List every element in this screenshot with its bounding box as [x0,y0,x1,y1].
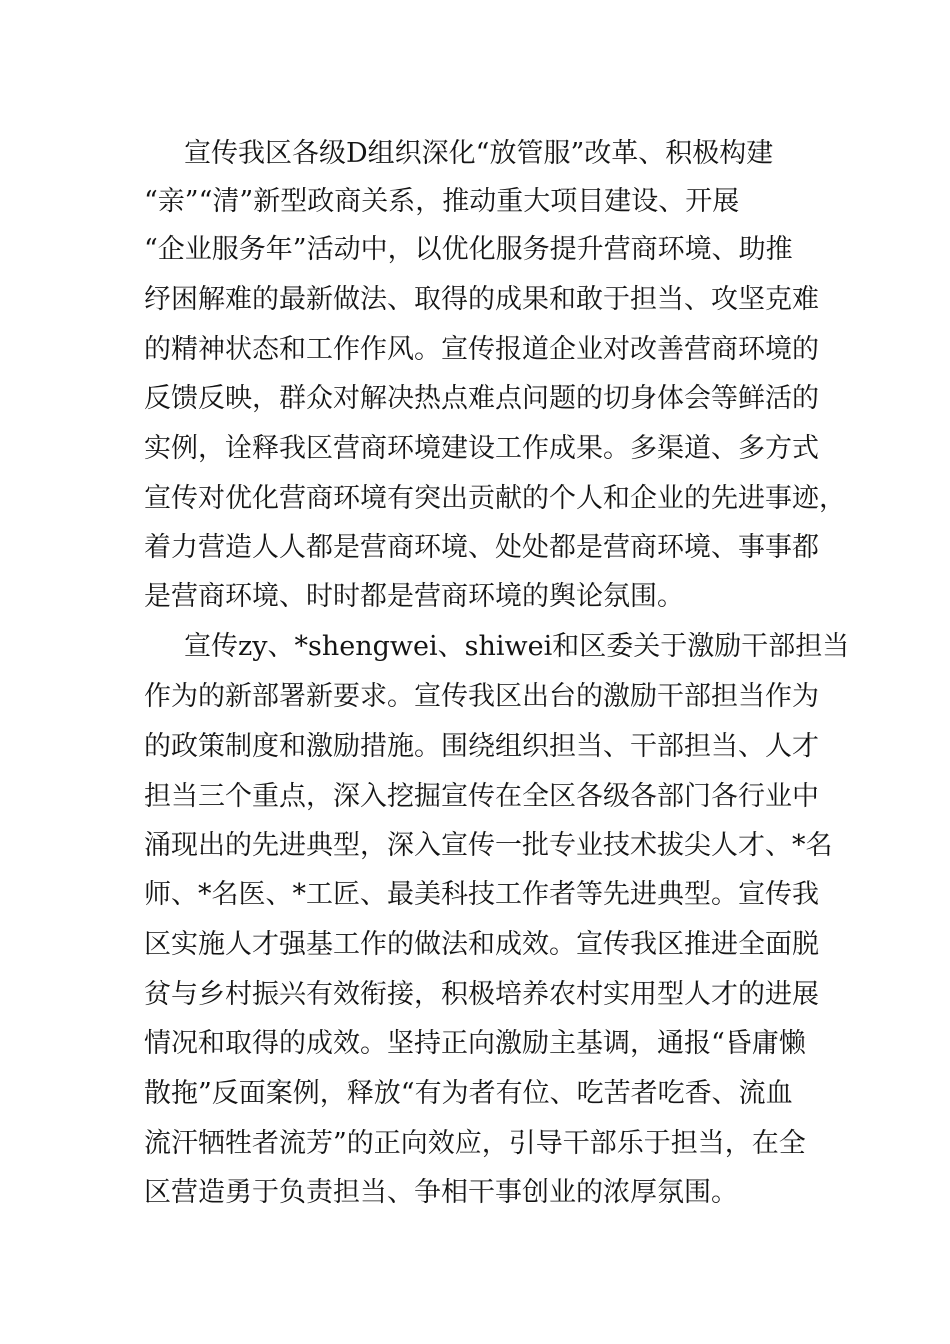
text-line: 着力营造人人都是营商环境、处处都是营商环境、事事都 [144,532,819,563]
text-line: 区实施人才强基工作的做法和成效。宣传我区推进全面脱 [144,929,819,960]
text-line: 散拖”反面案例，释放“有为者有位、吃苦者吃香、流血 [144,1078,793,1109]
text-line: 宣传zy、*shengwei、shiwei和区委关于激励干部担当 [184,631,850,662]
text-line: 实例，诠释我区营商环境建设工作成果。多渠道、多方式 [144,433,819,464]
text-line: 流汗牺牲者流芳”的正向效应，引导干部乐于担当，在全 [144,1128,806,1159]
text-line: 情况和取得的成效。坚持正向激励主基调，通报“昏庸懒 [144,1028,806,1059]
text-line: 纾困解难的最新做法、取得的成果和敢于担当、攻坚克难 [144,284,819,315]
text-line: 的政策制度和激励措施。围绕组织担当、干部担当、人才 [144,731,819,762]
text-line: 宣传对优化营商环境有突出贡献的个人和企业的先进事迹， [144,483,846,514]
text-line: 贫与乡村振兴有效衔接，积极培养农村实用型人才的进展 [144,979,819,1010]
text-line: “企业服务年”活动中，以优化服务提升营商环境、助推 [144,234,793,265]
text-line: 反馈反映，群众对解决热点难点问题的切身体会等鲜活的 [144,383,819,414]
text-line: 涌现出的先进典型，深入宣传一批专业技术拔尖人才、*名 [144,830,833,861]
text-line: 师、*名医、*工匠、最美科技工作者等先进典型。宣传我 [144,879,819,910]
text-line: 作为的新部署新要求。宣传我区出台的激励干部担当作为 [144,681,819,712]
text-line: “亲”“清”新型政商关系，推动重大项目建设、开展 [144,186,740,217]
text-line: 区营造勇于负责担当、争相干事创业的浓厚氛围。 [144,1177,738,1208]
text-line: 是营商环境、时时都是营商环境的舆论氛围。 [144,581,684,612]
text-line: 的精神状态和工作作风。宣传报道企业对改善营商环境的 [144,334,819,365]
text-line: 宣传我区各级D组织深化“放管服”改革、积极构建 [184,138,774,169]
text-line: 担当三个重点，深入挖掘宣传在全区各级各部门各行业中 [144,781,819,812]
